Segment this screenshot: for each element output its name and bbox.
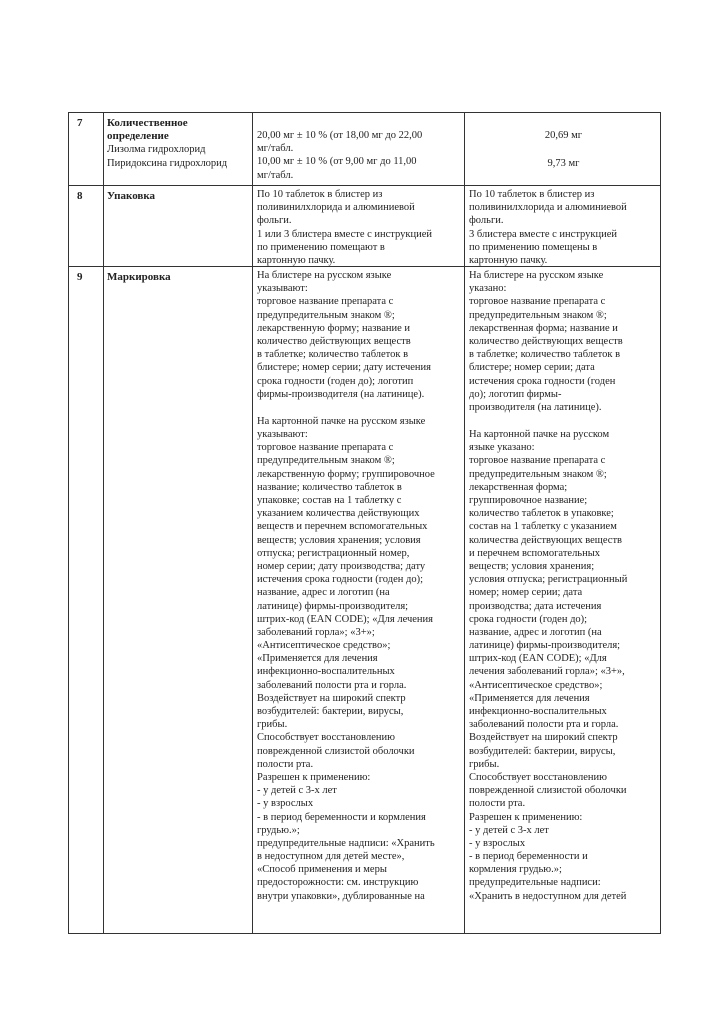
row-9-result-pack-line: торговое название препарата с xyxy=(469,455,606,467)
row-9-spec-blister-line: На блистере на русском языке xyxy=(257,270,392,281)
row-8-parameter: Упаковка xyxy=(107,190,156,202)
row-9-spec-pack-line: предупредительные надписи: «Хранить xyxy=(257,837,435,849)
row-9-result-pack-line: полости рта. xyxy=(469,798,526,810)
row-8-result-line: по применению помещены в xyxy=(469,241,598,253)
row-9-result-pack-line: поврежденной слизистой оболочки xyxy=(469,785,627,797)
row-9-spec-blister-line: указывают: xyxy=(257,283,308,295)
row-9-result-pack-line: и перечнем вспомогательных xyxy=(469,547,601,559)
row-9-result xyxy=(469,269,661,903)
row-9-result-pack-line: предупредительным знаком ®; xyxy=(469,468,607,480)
row-9-spec-pack-line: веществ и перечнем вспомогательных xyxy=(257,521,428,533)
row-7-spec-line: 10,00 мг ± 10 % (от 9,00 мг до 11,00 xyxy=(257,156,417,168)
row-9-number: 9 xyxy=(77,271,83,283)
row-8-spec-line: фольги. xyxy=(257,215,292,227)
row-7-spec-line: мг/табл. xyxy=(257,143,294,155)
row-9-result-pack-line: количество таблеток в упаковке; xyxy=(469,508,614,520)
paragraph-gap xyxy=(469,414,661,428)
row-7-parameter-sub-2: Пиридоксина гидрохлорид xyxy=(107,157,228,169)
row-9-spec-pack-line: «Антисептическое средство»; xyxy=(257,640,391,652)
row-9-parameter: Маркировка xyxy=(107,271,171,283)
row-9-result-pack-line: количества действующих веществ xyxy=(469,534,623,546)
row-7-spec-line: 20,00 мг ± 10 % (от 18,00 мг до 22,00 xyxy=(257,130,423,141)
row-8-result-line: По 10 таблеток в блистер из xyxy=(469,189,595,200)
row-9-result-blister-line: указано: xyxy=(469,283,507,295)
row-7-parameter-sub-1: Лизолма гидрохлорид xyxy=(107,144,206,156)
row-7-spec-line: мг/табл. xyxy=(257,169,294,181)
column-divider-3 xyxy=(464,113,465,933)
row-8-spec-line: поливинилхлорида и алюминиевой xyxy=(257,202,415,214)
row-8-spec-line: По 10 таблеток в блистер из xyxy=(257,189,383,200)
row-7-parameter xyxy=(107,117,249,170)
row-9-result-pack-line: предупредительные надписи: xyxy=(469,877,601,889)
row-9-spec-pack-line: - в период беременности и кормления xyxy=(257,811,426,823)
row-9-result-pack-line: кормления грудью.»; xyxy=(469,864,562,876)
row-9-spec-pack-line: штрих-код (EAN CODE); «Для лечения xyxy=(257,613,433,625)
row-9-spec xyxy=(257,269,463,903)
row-9-spec-pack-line: Воздействует на широкий спектр xyxy=(257,692,406,704)
row-9-spec-pack-line: предосторожности: см. инструкцию xyxy=(257,877,419,889)
row-7-spec xyxy=(257,129,462,182)
row-9-result-pack-line: состав на 1 таблетку с указанием xyxy=(469,521,617,533)
row-9-spec-pack-line: возбудителей: бактерии, вирусы, xyxy=(257,706,404,717)
row-9-spec-blister-line: торговое название препарата с xyxy=(257,296,394,308)
row-9-result-pack-line: латинице) фирмы-производителя; xyxy=(469,640,621,652)
row-9-spec-pack-line: На картонной пачке на русском языке xyxy=(257,415,426,427)
row-9-spec-pack-line: Разрешен к применению: xyxy=(257,771,371,783)
row-9-result-pack-line: веществ; условия хранения; xyxy=(469,560,595,572)
row-9-result-pack-line: возбудителей: бактерии, вирусы, xyxy=(469,745,616,757)
row-7-parameter-title-1: Количественное xyxy=(107,117,188,129)
row-9-result-pack-line: «Применяется для лечения xyxy=(469,692,590,704)
row-9-spec-pack-line: - у взрослых xyxy=(257,798,314,810)
row-9-spec-pack-line: упаковке; состав на 1 таблетку с xyxy=(257,495,402,506)
row-9-result-pack-line: Разрешен к применению: xyxy=(469,811,583,823)
row-7-parameter-title-2: определение xyxy=(107,130,169,143)
row-9-spec-pack-line: веществ; условия хранения; условия xyxy=(257,534,421,546)
row-9-result-pack-line: языке указано: xyxy=(469,442,535,454)
row-9-result-pack-line: инфекционно-воспалительных xyxy=(469,706,607,717)
row-9-spec-pack-line: полости рта. xyxy=(257,758,314,770)
row-9-result-blister-line: блистере; номер серии; дата xyxy=(469,362,595,374)
row-8-number: 8 xyxy=(77,190,83,202)
row-9-result-pack-line: группировочное название; xyxy=(469,495,588,506)
row-9-result-blister-line: производителя (на латинице). xyxy=(469,401,602,413)
row-9-result-blister-line: предупредительным знаком ®; xyxy=(469,309,607,321)
row-9-spec-pack-line: торговое название препарата с xyxy=(257,442,394,454)
row-9-result-pack-line: условия отпуска; регистрационный xyxy=(469,574,628,586)
row-9-result-pack-line: заболеваний полости рта и горла. xyxy=(469,719,619,731)
specification-table xyxy=(68,112,661,934)
row-9-spec-pack-line: заболеваний горла»; «3+»; xyxy=(257,626,375,638)
row-9-result-pack-line: «Антисептическое средство»; xyxy=(469,679,603,691)
row-9-spec-blister-line: в таблетке; количество таблеток в xyxy=(257,349,409,361)
row-8-spec-line: 1 или 3 блистера вместе с инструкцией xyxy=(257,228,432,240)
row-9-spec-pack-line: номер серии; дату производства; дату xyxy=(257,560,426,572)
row-9-result-pack-line: лечения заболеваний горла»; «3+», xyxy=(469,666,625,678)
row-9-spec-pack-line: «Способ применения и меры xyxy=(257,864,387,876)
row-7-number: 7 xyxy=(77,117,83,129)
row-9-result-blister-line: На блистере на русском языке xyxy=(469,270,604,281)
column-divider-1 xyxy=(103,113,104,933)
row-9-spec-pack-line: истечения срока годности (годен до); xyxy=(257,574,423,586)
row-9-spec-pack-line: название, адрес и логотип (на xyxy=(257,587,390,599)
row-8-result-line: поливинилхлорида и алюминиевой xyxy=(469,202,627,214)
row-divider-7-8 xyxy=(69,185,660,186)
row-7-result-1: 20,69 мг xyxy=(544,130,583,141)
row-9-spec-pack-line: латинице) фирмы-производителя; xyxy=(257,600,409,612)
row-9-spec-pack-line: указанием количества действующих xyxy=(257,508,420,520)
row-9-result-blister-line: истечения срока годности (годен xyxy=(469,375,616,387)
row-8-result xyxy=(469,188,661,267)
row-9-spec-pack-line: в недоступном для детей месте», xyxy=(257,851,405,863)
row-7-result-2: 9,73 мг xyxy=(547,158,580,169)
row-8-result-line: фольги. xyxy=(469,215,504,227)
row-9-result-blister-line: торговое название препарата с xyxy=(469,296,606,308)
row-9-spec-blister-line: количество действующих веществ xyxy=(257,335,411,347)
row-9-spec-pack-line: грибы. xyxy=(257,719,288,731)
row-9-spec-pack-line: лекарственную форму; группировочное xyxy=(257,468,435,480)
row-9-spec-pack-line: Способствует восстановлению xyxy=(257,732,395,744)
row-9-spec-pack-line: инфекционно-воспалительных xyxy=(257,666,395,678)
row-9-spec-pack-line: предупредительным знаком ®; xyxy=(257,455,395,467)
row-9-result-pack-line: штрих-код (EAN CODE); «Для xyxy=(469,653,607,665)
row-9-result-pack-line: грибы. xyxy=(469,758,500,770)
row-9-spec-blister-line: блистере; номер серии; дату истечения xyxy=(257,362,431,374)
row-9-result-pack-line: Способствует восстановлению xyxy=(469,771,607,783)
row-9-result-pack-line: На картонной пачке на русском xyxy=(469,429,610,441)
row-9-spec-blister-line: фирмы-производителя (на латинице). xyxy=(257,388,425,400)
row-8-spec-line: по применению помещают в xyxy=(257,241,385,253)
row-9-spec-blister-line: срока годности (годен до); логотип xyxy=(257,375,414,387)
row-8-result-line: 3 блистера вместе с инструкцией xyxy=(469,228,618,240)
row-9-result-pack-line: лекарственная форма; xyxy=(469,481,568,493)
row-9-spec-pack-line: грудью.»; xyxy=(257,824,300,836)
row-9-spec-pack-line: указывают: xyxy=(257,429,308,441)
paragraph-gap xyxy=(257,401,463,415)
row-9-result-pack-line: срока годности (годен до); xyxy=(469,613,588,625)
row-8-result-line: картонную пачку. xyxy=(469,254,548,266)
row-8-spec xyxy=(257,188,462,267)
row-9-result-pack-line: название, адрес и логотип (на xyxy=(469,626,602,638)
row-9-spec-pack-line: «Применяется для лечения xyxy=(257,653,378,665)
row-9-spec-pack-line: отпуска; регистрационный номер, xyxy=(257,547,410,559)
row-9-result-blister-line: лекарственная форма; название и xyxy=(469,322,618,334)
row-9-result-blister-line: в таблетке; количество таблеток в xyxy=(469,349,621,361)
row-9-spec-pack-line: - у детей с 3-х лет xyxy=(257,785,337,797)
row-9-result-blister-line: количество действующих веществ xyxy=(469,335,623,347)
row-9-spec-pack-line: заболеваний полости рта и горла. xyxy=(257,679,407,691)
row-9-spec-blister-line: предупредительным знаком ®; xyxy=(257,309,395,321)
row-9-result-pack-line: - в период беременности и xyxy=(469,851,588,863)
row-9-spec-pack-line: внутри упаковки», дублированные на xyxy=(257,890,425,902)
row-9-result-pack-line: - у взрослых xyxy=(469,837,526,849)
row-9-spec-pack-line: поврежденной слизистой оболочки xyxy=(257,745,415,757)
row-9-result-pack-line: производства; дата истечения xyxy=(469,600,602,612)
row-9-spec-blister-line: лекарственную форму; название и xyxy=(257,322,411,334)
row-9-result-blister-line: до); логотип фирмы- xyxy=(469,388,562,400)
row-9-result-pack-line: Воздействует на широкий спектр xyxy=(469,732,618,744)
row-9-result-pack-line: номер; номер серии; дата xyxy=(469,587,583,599)
row-9-spec-pack-line: название; количество таблеток в xyxy=(257,481,402,493)
row-8-spec-line: картонную пачку. xyxy=(257,254,336,266)
column-divider-2 xyxy=(252,113,253,933)
row-9-result-pack-line: «Хранить в недоступном для детей xyxy=(469,890,627,902)
row-9-result-pack-line: - у детей с 3-х лет xyxy=(469,824,549,836)
